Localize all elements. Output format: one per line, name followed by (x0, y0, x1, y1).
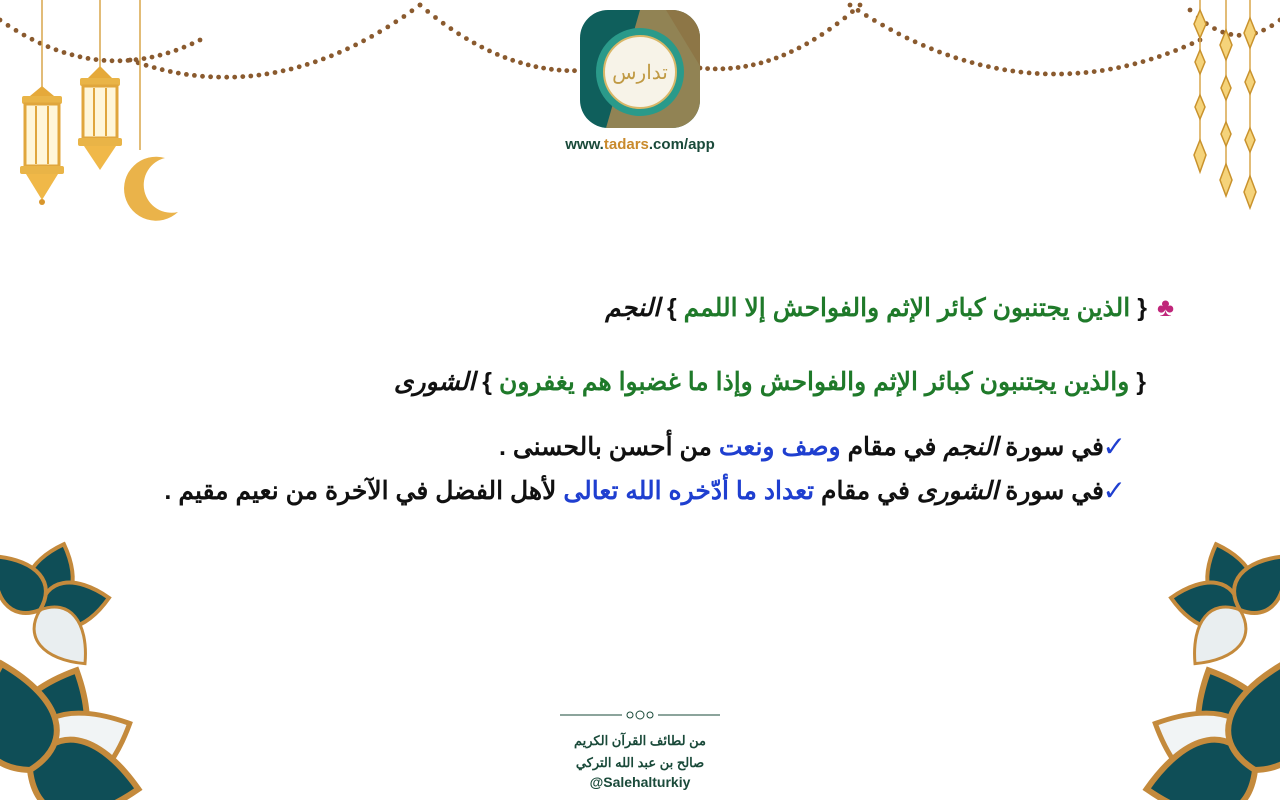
garland-bead (842, 16, 847, 21)
garland-bead (216, 75, 221, 80)
garland-bead (541, 66, 546, 71)
garland-bead (410, 8, 415, 13)
garland-bead (385, 25, 390, 30)
verse-text: الذين يجتنبون كبائر الإثم والفواحش إلا اللمم (683, 294, 1131, 322)
flower-icon (1139, 537, 1280, 800)
garland-bead (479, 45, 484, 50)
lantern-icon (78, 0, 122, 170)
garland-bead (297, 64, 302, 69)
lanterns-left-decoration (0, 0, 200, 230)
garland-bead (257, 73, 262, 78)
garland-bead (240, 74, 245, 79)
point-middle: في مقام (840, 433, 944, 461)
garland-bead (1019, 70, 1024, 75)
flower-icon (0, 537, 146, 800)
garland-bead (1124, 63, 1129, 68)
garland-bead (564, 68, 569, 73)
point-line-2 (164, 476, 1104, 506)
verse-text: والذين يجتنبون كبائر الإثم والفواحش وإذا ما غضبوا هم يغفرون (498, 368, 1130, 396)
garland-bead (456, 31, 461, 36)
hanging-ornaments-right (1170, 0, 1280, 215)
garland-bead (518, 60, 523, 65)
garland-bead (503, 55, 508, 60)
garland-bead (208, 74, 213, 79)
garland-bead (1157, 54, 1162, 59)
garland-bead (265, 72, 270, 77)
garland-bead (273, 70, 278, 75)
garland-bead (978, 62, 983, 67)
garland-bead (464, 36, 469, 41)
garland-bead (781, 53, 786, 58)
garland-bead (557, 68, 562, 73)
garland-bead (774, 56, 779, 61)
checkmark-icon: ✓ (1102, 474, 1126, 507)
garland-bead (1035, 71, 1040, 76)
garland-bead (433, 15, 438, 20)
garland-bead (361, 38, 366, 43)
garland-bead (970, 60, 975, 65)
garland-bead (369, 34, 374, 39)
point-prefix: في سورة (998, 433, 1104, 461)
garland-bead (487, 49, 492, 54)
garland-bead (224, 75, 229, 80)
garland-bead (913, 39, 918, 44)
garland-bead (1027, 71, 1032, 76)
flower-ornament-left (0, 520, 200, 800)
garland-bead (728, 66, 733, 71)
point-highlight: تعداد ما أدّخره الله تعالى (563, 477, 815, 505)
footer-line-1: من لطائف القرآن الكريم (573, 733, 707, 748)
garland-bead (1100, 68, 1105, 73)
garland-bead (858, 3, 863, 8)
diamond-ornament-icon (1220, 0, 1232, 196)
garland-bead (1141, 59, 1146, 64)
garland-bead (743, 64, 748, 69)
point-surah: الشورى (916, 477, 999, 505)
lantern-icon (20, 0, 64, 205)
garland-bead (289, 67, 294, 72)
garland-bead (835, 21, 840, 26)
garland-bead (1051, 72, 1056, 77)
garland-bead (804, 41, 809, 46)
garland-bead (953, 55, 958, 60)
verse-surah: الشورى (393, 368, 476, 396)
url-prefix: www. (565, 136, 604, 153)
garland-bead (495, 52, 500, 57)
diamond-ornament-icon (1194, 0, 1206, 172)
garland-bead (896, 32, 901, 37)
garland-bead (449, 26, 454, 31)
garland-bead (850, 9, 855, 14)
garland-bead (1133, 61, 1138, 66)
garland-bead (713, 67, 718, 72)
garland-bead (705, 66, 710, 71)
garland-bead (888, 27, 893, 32)
garland-bead (789, 49, 794, 54)
garland-bead (1059, 72, 1064, 77)
garland-bead (353, 43, 358, 48)
verse-close-brace: } (666, 294, 677, 322)
garland-bead (872, 18, 877, 23)
garland-bead (337, 50, 342, 55)
garland-bead (393, 19, 398, 24)
site-url[interactable] (540, 136, 740, 153)
garland-bead (929, 46, 934, 51)
garland-bead (880, 23, 885, 28)
garland-bead (759, 61, 764, 66)
garland-bead (345, 46, 350, 51)
garland-bead (232, 75, 237, 80)
garland-bead (425, 9, 430, 14)
footer-handle[interactable]: @Salehalturkiy (589, 774, 691, 790)
garland-bead (472, 41, 477, 46)
garland-bead (986, 64, 991, 69)
garland-bead (402, 14, 407, 19)
garland-bead (905, 36, 910, 41)
garland-bead (797, 46, 802, 51)
garland-bead (313, 59, 318, 64)
footer-line-2: صالح بن عبد الله التركي (575, 755, 705, 770)
garland-bead (549, 67, 554, 72)
garland-bead (1067, 71, 1072, 76)
garland-bead (1116, 65, 1121, 70)
garland-bead (921, 43, 926, 48)
verse-open-brace: { (1136, 368, 1146, 396)
point-line-1 (499, 432, 1104, 462)
ornamental-divider-icon (560, 708, 720, 722)
garland-bead (329, 53, 334, 58)
garland-bead (1043, 72, 1048, 77)
garland-bead (994, 66, 999, 71)
verse-line-2 (394, 367, 1146, 397)
verse-close-brace: } (482, 368, 493, 396)
footer-credits (540, 708, 740, 790)
garland-bead (856, 8, 861, 13)
point-suffix: لأهل الفضل في الآخرة من نعيم مقيم . (164, 477, 564, 505)
garland-bead (510, 58, 515, 63)
diamond-ornament-icon (1244, 0, 1256, 208)
garland-bead (812, 37, 817, 42)
garland-bead (200, 74, 205, 79)
garland-bead (321, 57, 326, 62)
point-suffix: من أحسن بالحسنى . (498, 433, 719, 461)
garland-bead (1076, 71, 1081, 76)
garland-bead (281, 68, 286, 73)
garland-bead (864, 13, 869, 18)
garland-bead (1010, 69, 1015, 74)
garland-bead (766, 58, 771, 63)
url-suffix: .com/app (648, 136, 715, 153)
garland-bead (1149, 57, 1154, 62)
garland-bead (1084, 70, 1089, 75)
url-domain: tadars (603, 136, 649, 153)
point-prefix: في سورة (998, 477, 1104, 505)
verse-surah: النجم (605, 294, 661, 322)
garland-bead (962, 58, 967, 63)
club-marker-icon: ♣ (1156, 292, 1174, 322)
garland-bead (820, 32, 825, 37)
garland-bead (736, 65, 741, 70)
garland-bead (827, 27, 832, 32)
garland-bead (305, 62, 310, 67)
verse-line-1 (605, 292, 1174, 323)
garland-bead (937, 50, 942, 55)
garland-bead (1002, 67, 1007, 72)
crescent-moon-icon (124, 0, 178, 221)
point-highlight: وصف ونعت (718, 433, 841, 461)
garland-bead (721, 66, 726, 71)
garland-bead (1108, 67, 1113, 72)
garland-bead (526, 63, 531, 68)
garland-bead (534, 64, 539, 69)
garland-bead (751, 62, 756, 67)
garland-bead (848, 3, 853, 8)
point-surah: النجم (943, 433, 999, 461)
garland-bead (418, 3, 423, 8)
garland-bead (945, 53, 950, 58)
flower-ornament-right (1080, 520, 1280, 800)
point-middle: في مقام (814, 477, 917, 505)
tadars-logo-badge (576, 6, 704, 132)
garland-bead (441, 21, 446, 26)
logo-text: تدارس (612, 60, 668, 84)
garland-bead (248, 74, 253, 79)
verse-open-brace: { (1137, 294, 1147, 322)
garland-bead (1092, 69, 1097, 74)
garland-bead (377, 29, 382, 34)
checkmark-icon: ✓ (1102, 430, 1126, 463)
